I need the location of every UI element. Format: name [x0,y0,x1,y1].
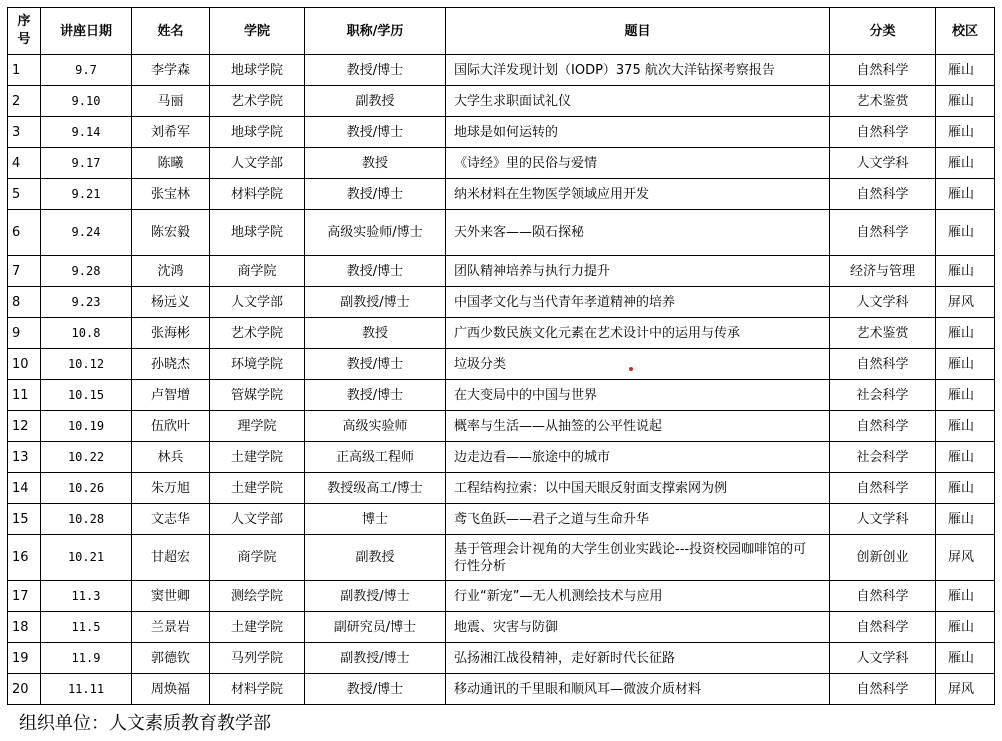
table-row [8,256,995,287]
cell-topic: 国际大洋发现计划（IODP）375 航次大洋钻探考察报告 [446,55,830,86]
cell-college: 测绘学院 [210,581,305,612]
header-campus: 校区 [936,8,995,55]
table-row [8,581,995,612]
table-row [8,674,995,705]
cell-college: 地球学院 [210,117,305,148]
cell-seq: 8 [8,287,41,318]
cell-date: 10.22 [41,442,132,473]
cell-title: 教授/博士 [305,380,446,411]
cell-date: 11.5 [41,612,132,643]
cell-topic: 边走边看——旅途中的城市 [446,442,830,473]
cell-name: 沈鸿 [132,256,210,287]
cell-title: 博士 [305,504,446,535]
cell-category: 自然科学 [830,473,936,504]
cell-category: 社会科学 [830,380,936,411]
cell-college: 人文学部 [210,148,305,179]
cell-college: 土建学院 [210,473,305,504]
cell-name: 周焕福 [132,674,210,705]
cell-college: 管媒学院 [210,380,305,411]
table-row [8,86,995,117]
table-row [8,117,995,148]
organizer-footer: 组织单位：人文素质教育教学部 [19,713,271,734]
cell-college: 环境学院 [210,349,305,380]
cell-title: 副教授 [305,535,446,581]
cell-topic: 弘扬湘江战役精神，走好新时代长征路 [446,643,830,674]
cell-title: 教授/博士 [305,349,446,380]
cell-seq: 5 [8,179,41,210]
cell-category: 艺术鉴赏 [830,318,936,349]
cell-campus: 雁山 [936,504,995,535]
header-seq-line2: 号 [17,32,31,47]
cell-date: 9.23 [41,287,132,318]
cell-name: 郭德钦 [132,643,210,674]
cell-category: 人文学科 [830,643,936,674]
cell-category: 自然科学 [830,674,936,705]
table-row [8,148,995,179]
cell-topic: 工程结构拉索：以中国天眼反射面支撑索网为例 [446,473,830,504]
cell-college: 地球学院 [210,55,305,86]
cell-name: 张海彬 [132,318,210,349]
cell-title: 教授/博士 [305,674,446,705]
cell-campus: 雁山 [936,473,995,504]
cell-category: 自然科学 [830,411,936,442]
cell-seq: 20 [8,674,41,705]
cell-category: 自然科学 [830,612,936,643]
cell-college: 土建学院 [210,442,305,473]
table-row [8,179,995,210]
header-name: 姓名 [132,8,210,55]
cell-college: 地球学院 [210,210,305,256]
cell-college: 商学院 [210,535,305,581]
cell-college: 理学院 [210,411,305,442]
cell-campus: 雁山 [936,117,995,148]
table-row [8,380,995,411]
cell-campus: 雁山 [936,55,995,86]
table-row [8,55,995,86]
cell-college: 马列学院 [210,643,305,674]
cell-title: 教授级高工/博士 [305,473,446,504]
cell-seq: 2 [8,86,41,117]
cell-college: 人文学部 [210,504,305,535]
cell-campus: 屏风 [936,674,995,705]
header-seq [8,8,41,55]
table-row [8,473,995,504]
cell-topic: 鸢飞鱼跃——君子之道与生命升华 [446,504,830,535]
cell-date: 9.14 [41,117,132,148]
cell-seq: 12 [8,411,41,442]
cell-date: 10.15 [41,380,132,411]
cell-campus: 屏风 [936,287,995,318]
cell-name: 李学森 [132,55,210,86]
cell-name: 文志华 [132,504,210,535]
cell-seq: 15 [8,504,41,535]
cell-topic: 《诗经》里的民俗与爱情 [446,148,830,179]
cell-topic: 团队精神培养与执行力提升 [446,256,830,287]
cell-topic: 在大变局中的中国与世界 [446,380,830,411]
cell-campus: 雁山 [936,380,995,411]
cell-topic: 概率与生活——从抽签的公平性说起 [446,411,830,442]
cell-category: 创新创业 [830,535,936,581]
cell-college: 人文学部 [210,287,305,318]
cell-seq: 17 [8,581,41,612]
cell-topic: 地球是如何运转的 [446,117,830,148]
cell-category: 自然科学 [830,117,936,148]
cell-campus: 雁山 [936,256,995,287]
cell-topic: 纳米材料在生物医学领域应用开发 [446,179,830,210]
cell-date: 10.12 [41,349,132,380]
cell-date: 10.19 [41,411,132,442]
cell-category: 自然科学 [830,179,936,210]
cell-category: 自然科学 [830,581,936,612]
cell-topic: 大学生求职面试礼仪 [446,86,830,117]
cell-title: 副研究员/博士 [305,612,446,643]
cell-category: 自然科学 [830,349,936,380]
cell-date: 9.24 [41,210,132,256]
cell-name: 兰景岩 [132,612,210,643]
header-seq-line1: 序 [17,14,31,29]
cell-title: 副教授/博士 [305,643,446,674]
header-college: 学院 [210,8,305,55]
cell-name: 朱万旭 [132,473,210,504]
cell-topic: 垃圾分类 [446,349,830,380]
cell-college: 材料学院 [210,674,305,705]
red-dot-mark [629,367,633,371]
cell-topic: 移动通讯的千里眼和顺风耳—微波介质材料 [446,674,830,705]
cell-seq: 7 [8,256,41,287]
table-header-row [8,8,995,55]
header-category: 分类 [830,8,936,55]
cell-seq: 16 [8,535,41,581]
cell-title: 教授/博士 [305,179,446,210]
cell-seq: 4 [8,148,41,179]
cell-college: 艺术学院 [210,318,305,349]
cell-topic: 广西少数民族文化元素在艺术设计中的运用与传承 [446,318,830,349]
cell-campus: 雁山 [936,86,995,117]
table-row [8,349,995,380]
table-row [8,210,995,256]
cell-name: 刘希军 [132,117,210,148]
cell-name: 孙晓杰 [132,349,210,380]
cell-seq: 1 [8,55,41,86]
cell-campus: 雁山 [936,442,995,473]
cell-date: 9.10 [41,86,132,117]
cell-date: 11.11 [41,674,132,705]
table-row [8,442,995,473]
table-row [8,318,995,349]
table-row [8,643,995,674]
cell-date: 9.7 [41,55,132,86]
cell-name: 卢智增 [132,380,210,411]
table-body [8,55,995,705]
cell-college: 材料学院 [210,179,305,210]
cell-seq: 10 [8,349,41,380]
cell-seq: 13 [8,442,41,473]
cell-name: 陈宏毅 [132,210,210,256]
cell-title: 正高级工程师 [305,442,446,473]
cell-campus: 雁山 [936,210,995,256]
cell-category: 人文学科 [830,148,936,179]
cell-date: 11.9 [41,643,132,674]
cell-title: 高级实验师/博士 [305,210,446,256]
cell-category: 经济与管理 [830,256,936,287]
cell-seq: 11 [8,380,41,411]
cell-category: 人文学科 [830,504,936,535]
header-title: 职称/学历 [305,8,446,55]
cell-campus: 雁山 [936,643,995,674]
cell-name: 马丽 [132,86,210,117]
cell-date: 10.28 [41,504,132,535]
cell-category: 自然科学 [830,55,936,86]
cell-topic: 地震、灾害与防御 [446,612,830,643]
cell-title: 高级实验师 [305,411,446,442]
cell-seq: 14 [8,473,41,504]
cell-topic: 天外来客——陨石探秘 [446,210,830,256]
cell-name: 甘超宏 [132,535,210,581]
cell-name: 林兵 [132,442,210,473]
cell-campus: 雁山 [936,179,995,210]
cell-campus: 雁山 [936,349,995,380]
cell-date: 10.21 [41,535,132,581]
lecture-schedule-table [7,7,995,705]
cell-date: 10.8 [41,318,132,349]
header-topic: 题目 [446,8,830,55]
header-date: 讲座日期 [41,8,132,55]
cell-title: 教授 [305,148,446,179]
cell-seq: 18 [8,612,41,643]
cell-category: 自然科学 [830,210,936,256]
table-row [8,612,995,643]
cell-title: 教授/博士 [305,117,446,148]
cell-topic: 行业“新宠”—无人机测绘技术与应用 [446,581,830,612]
cell-title: 教授/博士 [305,256,446,287]
cell-campus: 雁山 [936,581,995,612]
cell-title: 副教授/博士 [305,581,446,612]
cell-name: 陈曦 [132,148,210,179]
table-row [8,411,995,442]
cell-seq: 9 [8,318,41,349]
cell-campus: 雁山 [936,148,995,179]
cell-title: 教授 [305,318,446,349]
cell-seq: 6 [8,210,41,256]
cell-category: 艺术鉴赏 [830,86,936,117]
cell-title: 教授/博士 [305,55,446,86]
cell-seq: 3 [8,117,41,148]
cell-date: 9.17 [41,148,132,179]
table-row [8,535,995,581]
cell-date: 9.28 [41,256,132,287]
cell-category: 人文学科 [830,287,936,318]
cell-campus: 雁山 [936,318,995,349]
cell-name: 窦世卿 [132,581,210,612]
cell-campus: 雁山 [936,411,995,442]
cell-name: 张宝林 [132,179,210,210]
cell-title: 副教授/博士 [305,287,446,318]
cell-category: 社会科学 [830,442,936,473]
cell-date: 11.3 [41,581,132,612]
cell-name: 伍欣叶 [132,411,210,442]
cell-topic: 中国孝文化与当代青年孝道精神的培养 [446,287,830,318]
cell-campus: 屏风 [936,535,995,581]
cell-college: 商学院 [210,256,305,287]
cell-date: 10.26 [41,473,132,504]
cell-college: 土建学院 [210,612,305,643]
cell-date: 9.21 [41,179,132,210]
cell-name: 杨远义 [132,287,210,318]
cell-title: 副教授 [305,86,446,117]
cell-campus: 雁山 [936,612,995,643]
table-row [8,504,995,535]
cell-topic: 基于管理会计视角的大学生创业实践论---投资校园咖啡馆的可行性分析 [446,535,830,581]
cell-college: 艺术学院 [210,86,305,117]
cell-seq: 19 [8,643,41,674]
table-row [8,287,995,318]
